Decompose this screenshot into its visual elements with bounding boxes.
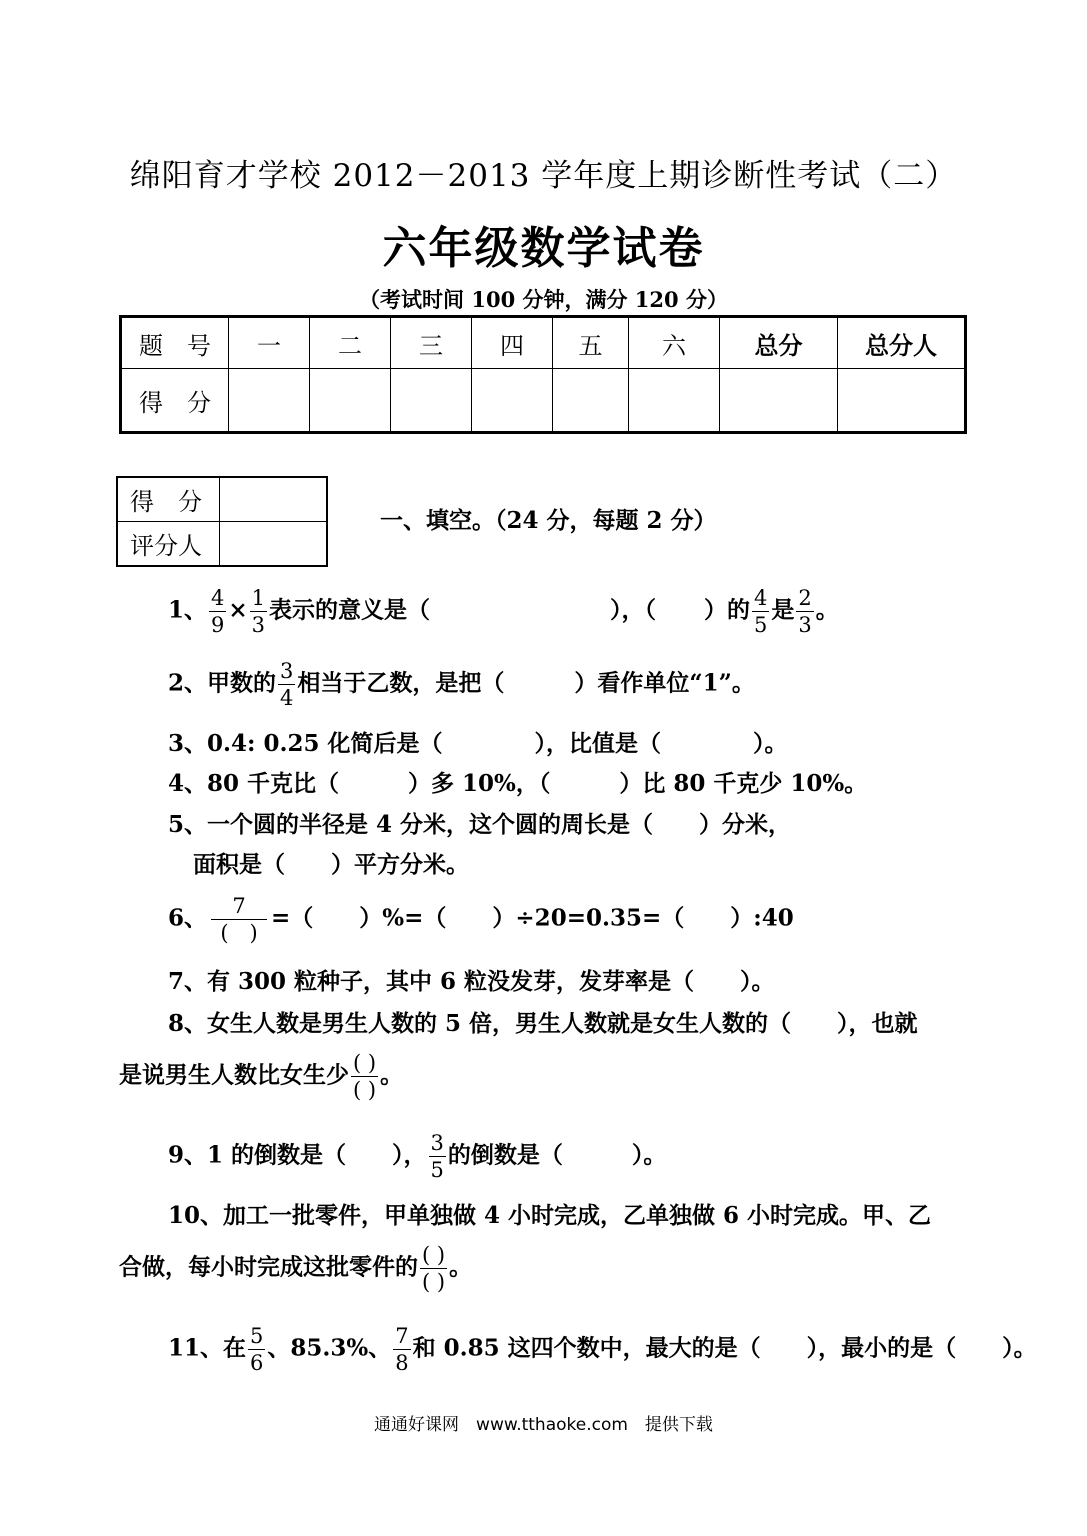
score-table-col-6: 六 [629, 317, 720, 369]
score-table-label-question: 题 号 [121, 317, 229, 369]
fraction: $\frac{2}{3}$ [798, 586, 812, 638]
score-cell[interactable] [838, 369, 966, 433]
fraction: $\frac{3}{5}$ [430, 1131, 444, 1183]
score-cell[interactable] [629, 369, 720, 433]
score-table-col-total: 总分 [720, 317, 838, 369]
score-cell[interactable] [553, 369, 629, 433]
grader-score-label: 得 分 [117, 477, 220, 522]
score-table-col-3: 三 [391, 317, 472, 369]
fraction: $\frac{3}{4}$ [280, 659, 294, 711]
score-table-col-4: 四 [472, 317, 553, 369]
fraction: $\frac{5}{6}$ [250, 1324, 264, 1376]
question-2: 2、甲数的 $\frac{3}{4}$ 相当于乙数，是把（ ）看作单位“1”。 [168, 659, 755, 711]
score-table-label-score: 得 分 [121, 369, 229, 433]
grader-person-label: 评分人 [117, 522, 220, 567]
question-8-line-1: 8、女生人数是男生人数的 5 倍，男生人数就是女生人数的（ ），也就 [168, 1010, 918, 1037]
paper-title: 六年级数学试卷 [382, 223, 705, 274]
score-table-score-row [121, 369, 966, 433]
fraction: $\frac{4}{9}$ [211, 586, 225, 638]
school-exam-heading: 绵阳育才学校 2012－2013 学年度上期诊断性考试（二） [129, 158, 958, 194]
score-cell[interactable] [472, 369, 553, 433]
question-10-line-2: 合做，每小时完成这批零件的 $\frac{( )}{( )}$ 。 [119, 1243, 473, 1295]
question-number: 1、 [168, 596, 208, 624]
score-cell[interactable] [720, 369, 838, 433]
grader-person-cell[interactable] [220, 522, 328, 567]
score-cell[interactable] [310, 369, 391, 433]
score-table [119, 315, 967, 434]
score-table-col-1: 一 [229, 317, 310, 369]
score-cell[interactable] [229, 369, 310, 433]
question-5-line-1: 5、一个圆的半径是 4 分米，这个圆的周长是（ ）分米， [168, 811, 792, 838]
footer-source-link[interactable]: 通通好课网 www.tthaoke.com 提供下载 [374, 1415, 713, 1435]
score-table-col-5: 五 [553, 317, 629, 369]
score-table-header-row [121, 317, 966, 369]
section-grader-box [116, 476, 328, 567]
score-table-col-total-person: 总分人 [838, 317, 966, 369]
question-7: 7、有 300 粒种子，其中 6 粒没发芽，发芽率是（ ）。 [168, 968, 775, 995]
question-9: 9、1 的倒数是（ ）， $\frac{3}{5}$ 的倒数是（ ）。 [168, 1131, 667, 1183]
times-sign: × [228, 596, 248, 624]
fraction: $\frac{7}{( )}$ [211, 895, 267, 944]
score-cell[interactable] [391, 369, 472, 433]
grader-score-cell[interactable] [220, 477, 328, 522]
question-6: 6、 $\frac{7}{( )}$ =（ ）%=（ ）÷20=0.35=（ ）:40 [168, 894, 794, 946]
fraction: $\frac{( )}{( )}$ [422, 1243, 446, 1295]
score-table-col-2: 二 [310, 317, 391, 369]
question-5-line-2: 面积是（ ）平方分米。 [193, 851, 469, 878]
question-10-line-1: 10、加工一批零件，甲单独做 4 小时完成，乙单独做 6 小时完成。甲、乙 [168, 1202, 932, 1229]
question-3: 3、0.4: 0.25 化简后是（ ），比值是（ ）。 [168, 730, 788, 757]
question-4: 4、80 千克比（ ）多 10%，（ ）比 80 千克少 10%。 [168, 770, 868, 797]
question-11: 11、在 $\frac{5}{6}$ 、85.3%、 $\frac{7}{8}$ 和 0.85 这四个数中，最大的是（ ），最小的是（ ）。 [168, 1324, 1037, 1376]
question-8-line-2: 是说男生人数比女生少 $\frac{( )}{( )}$ 。 [119, 1051, 404, 1103]
fraction: $\frac{4}{5}$ [754, 586, 768, 638]
section-1-heading: 一、填空。（24 分，每题 2 分） [380, 507, 717, 534]
question-1: 1、 $\frac{4}{9}$ × $\frac{1}{3}$ 表示的意义是（ ），（ ）的 $\frac{4}{5}$ 是 $\frac{2}{3}$ 。 [168, 586, 839, 638]
fraction: $\frac{1}{3}$ [251, 586, 266, 638]
exam-time-note: （考试时间 100 分钟，满分 120 分） [359, 287, 728, 312]
fraction: $\frac{7}{8}$ [395, 1324, 409, 1376]
fraction: $\frac{( )}{( )}$ [353, 1051, 377, 1103]
